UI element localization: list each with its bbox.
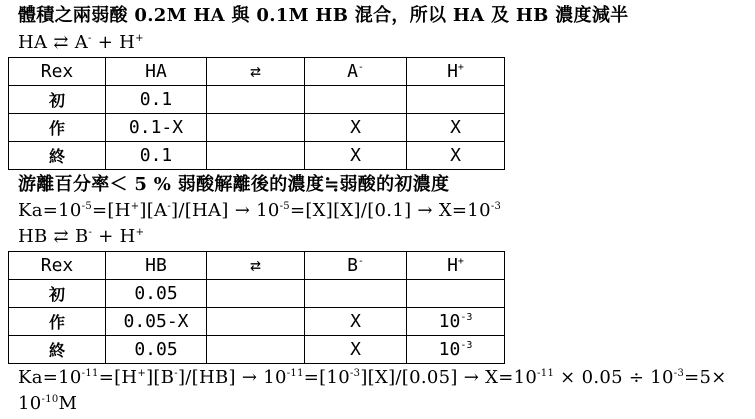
ionization-note: 游離百分率＜ 5 % 弱酸解離後的濃度≒弱酸的初濃度 bbox=[18, 174, 450, 195]
table-row bbox=[9, 308, 505, 336]
ka-calculation-hb-continued: $10^{-10}M$ bbox=[18, 393, 78, 414]
table-cell: 0.1 bbox=[106, 142, 207, 170]
table-cell: 0.1 bbox=[106, 86, 207, 114]
table-cell bbox=[207, 114, 305, 142]
table-row bbox=[9, 86, 505, 114]
table-cell bbox=[305, 280, 407, 308]
header-cell: H+ bbox=[407, 252, 505, 280]
table-cell: X bbox=[305, 308, 407, 336]
table-cell: 0.05 bbox=[106, 336, 207, 364]
equation-hb: HB ⇄ B- + H+ bbox=[18, 226, 145, 247]
reaction-table-hb bbox=[8, 251, 505, 364]
table-cell bbox=[207, 280, 305, 308]
header-cell: ⇄ bbox=[207, 252, 305, 280]
table-cell bbox=[207, 142, 305, 170]
row-label: 終 bbox=[9, 336, 106, 364]
table-cell: 0.1-X bbox=[106, 114, 207, 142]
table-row bbox=[9, 142, 505, 170]
header-cell: ⇄ bbox=[207, 58, 305, 86]
table-cell: X bbox=[305, 336, 407, 364]
table-cell bbox=[207, 308, 305, 336]
row-label: 初 bbox=[9, 280, 106, 308]
table-header-row bbox=[9, 58, 505, 86]
header-cell: Rex bbox=[9, 58, 106, 86]
header-cell: Rex bbox=[9, 252, 106, 280]
equation-ha: HA ⇄ A- + H+ bbox=[18, 32, 144, 53]
header-cell: H+ bbox=[407, 58, 505, 86]
table-cell: 0.05-X bbox=[106, 308, 207, 336]
ka-calculation-hb: $Ka=10^{-11}=[H^+][B^-]/[HB] \to 10^{-11}=[10^{-3}][X]/[0.05] \to X=10^{-11} \times 0.05 \div 10^{-3}=5\times$ bbox=[18, 367, 727, 388]
header-cell: B- bbox=[305, 252, 407, 280]
table-cell: 0.05 bbox=[106, 280, 207, 308]
table-cell: $10^{-3}$ bbox=[407, 336, 505, 364]
table-cell bbox=[305, 86, 407, 114]
row-label: 終 bbox=[9, 142, 106, 170]
reaction-table-ha bbox=[8, 57, 505, 170]
row-label: 作 bbox=[9, 308, 106, 336]
table-cell: $10^{-3}$ bbox=[407, 308, 505, 336]
table-cell: X bbox=[407, 142, 505, 170]
intro-text: 體積之兩弱酸 0.2M HA 與 0.1M HB 混合，所以 HA 及 HB 濃度減半 bbox=[18, 5, 629, 26]
table-row bbox=[9, 336, 505, 364]
table-header-row bbox=[9, 252, 505, 280]
table-cell bbox=[407, 280, 505, 308]
table-cell bbox=[207, 86, 305, 114]
table-row bbox=[9, 280, 505, 308]
table-cell bbox=[207, 336, 305, 364]
table-cell: X bbox=[305, 142, 407, 170]
table-cell bbox=[407, 86, 505, 114]
header-cell: A- bbox=[305, 58, 407, 86]
header-cell: HB bbox=[106, 252, 207, 280]
table-cell: X bbox=[407, 114, 505, 142]
ka-calculation-ha: $Ka=10^{-5}=[H^+][A^-]/[HA] \to 10^{-5}=[X][X]/[0.1] \to X=10^{-3}$ bbox=[18, 200, 502, 221]
row-label: 初 bbox=[9, 86, 106, 114]
table-row bbox=[9, 114, 505, 142]
header-cell: HA bbox=[106, 58, 207, 86]
row-label: 作 bbox=[9, 114, 106, 142]
table-cell: X bbox=[305, 114, 407, 142]
